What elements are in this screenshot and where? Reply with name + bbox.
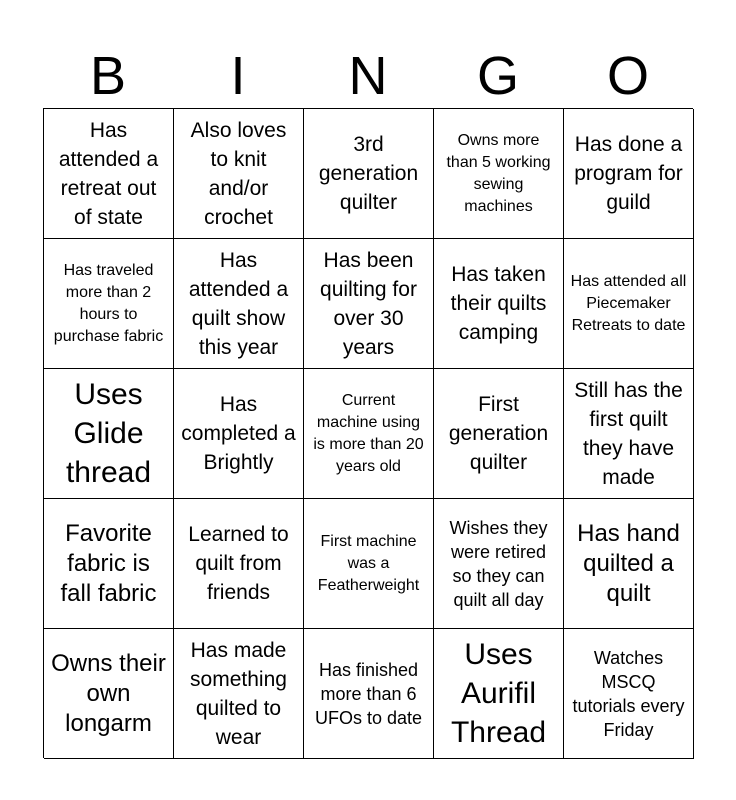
bingo-cell-r1-c5[interactable]	[564, 109, 694, 239]
cell-text: Has traveled more than 2 hours to purchase fabric	[53, 261, 164, 345]
cell-text: Has attended all Piecemaker Retreats to date	[570, 272, 687, 334]
bingo-cell-r2-c3[interactable]	[304, 239, 434, 369]
cell-text: First generation quilter	[448, 393, 549, 474]
cell-text: 3rd generation quilter	[318, 133, 419, 214]
bingo-cell-r5-c3[interactable]	[304, 629, 434, 759]
bingo-cell-r5-c1[interactable]	[44, 629, 174, 759]
bingo-cell-r3-c4[interactable]	[434, 369, 564, 499]
cell-text: Has finished more than 6 UFOs to date	[314, 659, 423, 728]
cell-text: Watches MSCQ tutorials every Friday	[572, 647, 685, 740]
cell-text: Learned to quilt from friends	[188, 523, 289, 604]
bingo-cell-r4-c3[interactable]	[304, 499, 434, 629]
cell-text: Has completed a Brightly	[181, 393, 296, 474]
bingo-header	[43, 44, 693, 108]
bingo-cell-r5-c4[interactable]	[434, 629, 564, 759]
cell-text: Has hand quilted a quilt	[577, 519, 680, 607]
bingo-cell-r2-c2[interactable]	[174, 239, 304, 369]
bingo-cell-r4-c4[interactable]	[434, 499, 564, 629]
cell-text: Favorite fabric is fall fabric	[60, 519, 157, 607]
cell-text: Also loves to knit and/or crochet	[190, 118, 287, 229]
cell-text: First machine was a Featherweight	[317, 532, 420, 594]
header-letter-n: N	[348, 46, 388, 106]
cell-text: Wishes they were retired so they can quilt all day	[449, 517, 548, 610]
bingo-cell-r2-c4[interactable]	[434, 239, 564, 369]
bingo-cell-r4-c5[interactable]	[564, 499, 694, 629]
bingo-cell-r2-c5[interactable]	[564, 239, 694, 369]
header-letter-b: B	[89, 46, 127, 106]
bingo-cell-r1-c1[interactable]	[44, 109, 174, 239]
bingo-cell-r3-c5[interactable]	[564, 369, 694, 499]
bingo-cell-r1-c2[interactable]	[174, 109, 304, 239]
bingo-cell-r3-c3[interactable]	[304, 369, 434, 499]
cell-text: Has taken their quilts camping	[450, 263, 547, 344]
cell-text: Has attended a quilt show this year	[188, 248, 289, 359]
bingo-cell-r4-c1[interactable]	[44, 499, 174, 629]
cell-text: Owns their own longarm	[51, 649, 166, 737]
cell-text: Uses Glide thread	[65, 378, 152, 489]
header-letter-g: G	[476, 46, 519, 106]
bingo-cell-r3-c2[interactable]	[174, 369, 304, 499]
cell-text: Has done a program for guild	[574, 133, 683, 214]
bingo-cell-r3-c1[interactable]	[44, 369, 174, 499]
cell-text: Owns more than 5 working sewing machines	[446, 131, 551, 215]
bingo-cell-r5-c5[interactable]	[564, 629, 694, 759]
cell-text: Has been quilting for over 30 years	[320, 248, 417, 359]
cell-text: Has attended a retreat out of state	[58, 118, 159, 229]
cell-text: Still has the first quilt they have made	[574, 378, 683, 489]
cell-text: Has made something quilted to wear	[190, 638, 287, 749]
header-letter-i: I	[230, 46, 246, 106]
cell-text: Uses Aurifil Thread	[450, 638, 547, 749]
bingo-cell-r4-c2[interactable]	[174, 499, 304, 629]
bingo-grid	[43, 108, 693, 758]
header-letter-o: O	[606, 46, 649, 106]
cell-text: Current machine using is more than 20 years old	[313, 391, 424, 475]
bingo-cell-r5-c2[interactable]	[174, 629, 304, 759]
bingo-cell-r2-c1[interactable]	[44, 239, 174, 369]
bingo-cell-r1-c4[interactable]	[434, 109, 564, 239]
bingo-cell-r1-c3[interactable]	[304, 109, 434, 239]
